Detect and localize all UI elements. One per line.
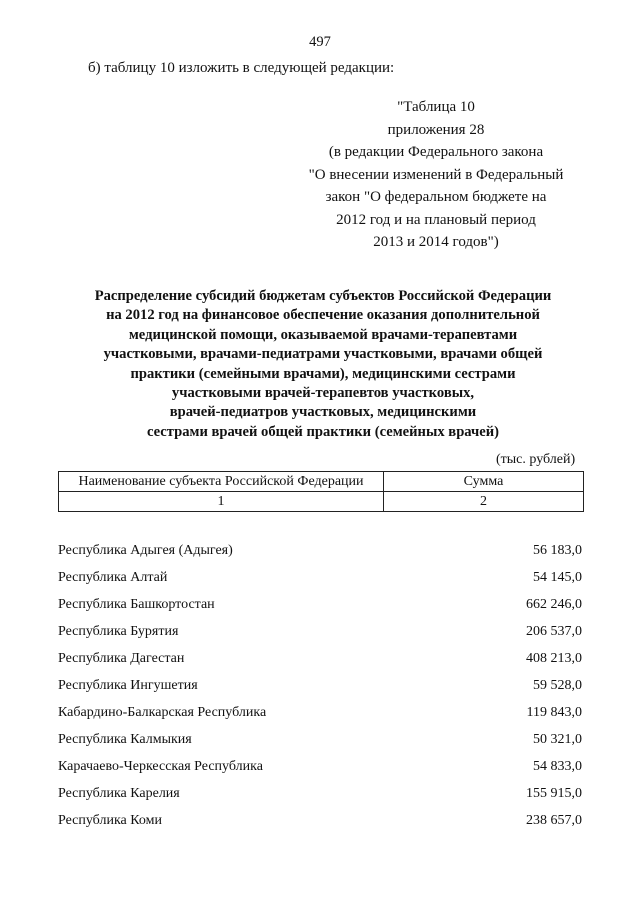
- table-row: [58, 537, 582, 564]
- header-line: приложения 28: [387, 121, 485, 138]
- header-line: (в редакции Федерального закона: [328, 144, 544, 160]
- units-label: (тыс. рублей): [496, 452, 576, 467]
- table-row: [58, 645, 582, 672]
- subsidy-amount: 59 528,0: [533, 677, 582, 693]
- subsidy-amount: 206 537,0: [526, 623, 582, 639]
- title-line: участковыми врачей-терапевтов участковых,: [171, 385, 475, 402]
- region-name: Кабардино-Балкарская Республика: [58, 704, 267, 720]
- region-name: Республика Ингушетия: [58, 677, 198, 693]
- subsidy-amount: 119 843,0: [526, 704, 582, 720]
- subsidy-amount: 56 183,0: [533, 542, 582, 558]
- header-line: "Таблица 10: [397, 99, 475, 115]
- region-name: Республика Калмыкия: [58, 731, 192, 747]
- col-amount-header: Сумма: [384, 472, 584, 492]
- subsidy-amount: 54 145,0: [533, 569, 582, 585]
- title-line: Распределение субсидий бюджетам субъектов Российской Федерации: [94, 288, 552, 304]
- subsidy-amount: 238 657,0: [526, 812, 582, 828]
- table-body: [58, 537, 582, 834]
- table-row: [58, 699, 582, 726]
- header-line: 2012 год и на плановый период: [336, 211, 536, 228]
- table-row: [58, 726, 582, 753]
- title-line: участковыми, врачами-педиатрами участковыми, врачами общей: [103, 346, 543, 363]
- title-line: медицинской помощи, оказываемой врачами-терапевтами: [128, 326, 518, 343]
- subsidy-amount: 662 246,0: [526, 596, 582, 612]
- table-row: [58, 672, 582, 699]
- region-name: Республика Башкортостан: [58, 596, 215, 612]
- table-row: [58, 564, 582, 591]
- col-name-number: 1: [59, 492, 384, 512]
- column-number-row: [59, 492, 584, 512]
- table-row: [58, 753, 582, 780]
- table-row: [58, 618, 582, 645]
- table-reference-header: [286, 96, 586, 254]
- region-name: Республика Дагестан: [58, 650, 185, 666]
- intro-text: б) таблицу 10 изложить в следующей редакции:: [88, 60, 395, 76]
- title-line: на 2012 год на финансовое обеспечение оказания дополнительной: [106, 307, 540, 324]
- subsidy-amount: 50 321,0: [533, 731, 582, 747]
- region-name: Карачаево-Черкесская Республика: [58, 758, 263, 774]
- header-row: [59, 472, 584, 492]
- table-row: [58, 807, 582, 834]
- page-number: 497: [309, 34, 331, 50]
- header-line: "О внесении изменений в Федеральный: [308, 166, 564, 183]
- region-name: Республика Алтай: [58, 569, 168, 585]
- region-name: Республика Бурятия: [58, 623, 179, 639]
- region-name: Республика Коми: [58, 812, 162, 828]
- table-row: [58, 591, 582, 618]
- subsidy-amount: 408 213,0: [526, 650, 582, 666]
- subsidy-amount: 54 833,0: [533, 758, 582, 774]
- title-line: врачей-педиатров участковых, медицинскими: [169, 404, 477, 421]
- document-title: [52, 287, 594, 442]
- table-header: [58, 471, 584, 512]
- header-line: 2013 и 2014 годов"): [373, 234, 499, 250]
- region-name: Республика Адыгея (Адыгея): [58, 542, 233, 558]
- header-line: закон "О федеральном бюджете на: [325, 189, 547, 205]
- col-name-header: Наименование субъекта Российской Федерации: [59, 472, 384, 492]
- col-amount-number: 2: [384, 492, 584, 512]
- region-name: Республика Карелия: [58, 785, 180, 801]
- title-line: практики (семейными врачами), медицинскими сестрами: [130, 365, 516, 382]
- subsidy-amount: 155 915,0: [526, 785, 582, 801]
- title-line: сестрами врачей общей практики (семейных врачей): [147, 423, 499, 440]
- table-row: [58, 780, 582, 807]
